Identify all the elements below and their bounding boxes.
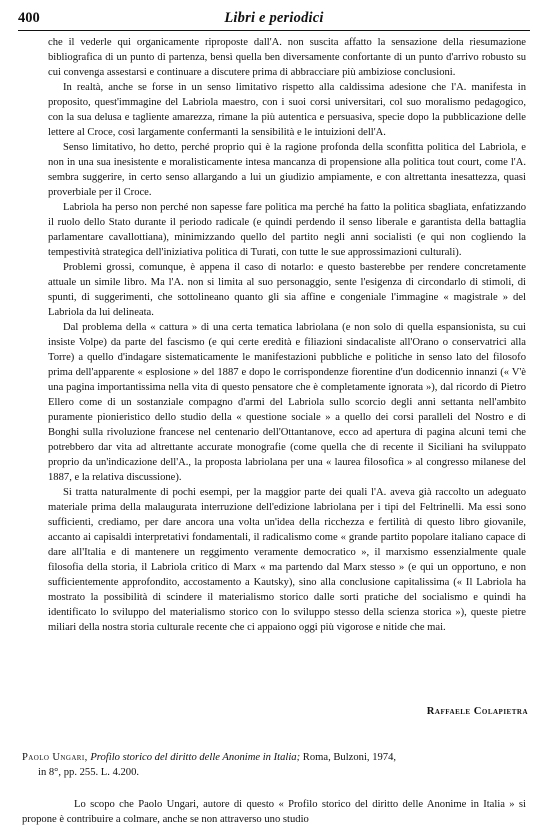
paragraph: In realtà, anche se forse in un senso limitativo rispetto alla caldissima adesione che l'A. manifesta in proposito, quest'immagine del Labriola maestro, con i suoi corsi universitari, col suo moralismo pedagogico, con la sua delusa e tagliente amarezza, rimane la più autentica e persuasiva, specie dopo la pubblicazione delle lettere al Croce, così largamente confermanti la sensibilità e le intuizioni dell'A. — [48, 82, 526, 138]
book-publisher: Roma, Bulzoni, 1974, — [302, 752, 397, 763]
paragraph: Problemi grossi, comunque, è appena il caso di notarlo: e questo basterebbe per rendere concretamente attuale un simile libro. Ma l'A. non si limita al suo personaggio, sente l'esigenza di circondarlo di stimoli, di spunti, di suggerimenti, che sottolineano quanto gli sia affine e congeniale l'immagine « magistrale » del Labriola da lui delineata. — [48, 262, 526, 318]
page-header — [18, 8, 530, 28]
header-rule — [18, 30, 530, 31]
paragraph: Dal problema della « cattura » di una certa tematica labriolana (e non solo di quella espansionista, su cui insiste Volpe) da parte del fascismo (e qui certe eredità e filiazioni sindacaliste all'Orano o conservatrici alla Torre) a quello d'indagare sistematicamente le manifestazioni pubbliche e politiche in senso lato del filosofo prima dell'apparente « esplosione » del 1887 e dopo le corrispondenze fiorentine d'un dodicennio innanzi (« V'è una pagina importantissima nella vita di questo pensatore che è completamente ignorata »), dal ricordo di Pietro Ellero come di un sostanziale compagno d'armi del Labriola sullo scorcio degli anni settanta nell'ambito puramente pionieristico dello studio della « questione sociale » a quello dei corsi paralleli del Nostro e di Bonghi sulla rivoluzione francese nel centenario dell'Ottantanove, ecco ad apertura di pagina alcuni temi che potrebbero dar vita ad altrettante accurate monografie (come quella che di recente il Siciliani ha sviluppato proprio da un'indicazione dell'A., la proposta labriolana per una « laurea filosofica » al congresso milanese del 1887, e la relativa discussione). — [48, 322, 526, 483]
bibliographic-entry — [22, 751, 526, 780]
review-body — [48, 35, 526, 635]
paragraph: che il vederle qui organicamente riproposte dall'A. non suscita affatto la sensazione della riesumazione bibliografica di un punto di partenza, bensì quella ben diversamente confortante di un punto d'arrivo robusto su cui convenga assestarsi e continuare a discutere prima di abbracciare più ambiziose conclusioni. — [48, 37, 526, 78]
book-author: Paolo Ungari, — [22, 752, 88, 763]
page-number: 400 — [18, 10, 40, 26]
book-physical-description: in 8°, pp. 255. L. 4.200. — [38, 766, 140, 778]
paragraph: Senso limitativo, ho detto, perché proprio qui è la ragione profonda della sconfitta politica del Labriola, e non in una sua inesistente e moralisticamente intesa mancanza di propensione alla politica tout court, come l'A. sembra suggerire, in certo senso allargando a lui un giudizio ampiamente, e con altrettanta inesattezza, quasi proverbiale per il Croce. — [48, 142, 526, 198]
reviewer-signature: Raffaele Colapietra — [426, 706, 528, 717]
next-review-opening: Lo scopo che Paolo Ungari, autore di questo « Profilo storico del diritto delle Anonime in Italia » si propone è contribuire a colmare, anche se non attraverso uno studio — [22, 799, 526, 825]
running-title: Libri e periodici — [224, 10, 324, 26]
paragraph: Labriola ha perso non perché non sapesse fare politica ma perché ha fatto la politica sbagliata, enfatizzando il ruolo dello Stato durante il periodo radicale (e quindi perdendo il senso liberale e garantista della battaglia parlamentare cavallottiana), minimizzando quello del partito negli anni socialisti (e qui non cogliendo la tempestività strategica dell'iniziativa politica di Turati, con tutte le sue approssimazioni culturali). — [48, 202, 526, 258]
paragraph: Si tratta naturalmente di pochi esempi, per la maggior parte dei quali l'A. aveva già raccolto un adeguato materiale prima della malaugurata interruzione dell'edizione labriolana per i tipi del Feltrinelli. Ma essi sono sufficienti, crediamo, per dare ancora una volta un'idea della ricchezza e fertilità di questo libro giovanile, accanto ai capisaldi interpretativi fondamentali, il radicalismo come « grande partito popolare italiano capace di dare all'Italia e di mantenere un reggimento veramente democratico », il marxismo essenzialmente quale filosofia della storia, il Labriola critico di Marx « ma partendo dal Marx stesso » (e qui un opportuno, e non sufficientemente approfondito, accostamento a Kautsky), sino alla conclusione capitalissima (« Il Labriola ha mostrato la possibilità di scindere il materialismo storico dalle sorti pratiche del socialismo e quindi ha identificato lo sviluppo del materialismo storico con lo sviluppo stesso della scienza storica »), queste pietre miliari della nostra storia culturale recente che ci appaiono oggi più vigorose e nitide che mai. — [48, 487, 526, 633]
book-title: Profilo storico del diritto delle Anonime in Italia; — [90, 752, 301, 763]
